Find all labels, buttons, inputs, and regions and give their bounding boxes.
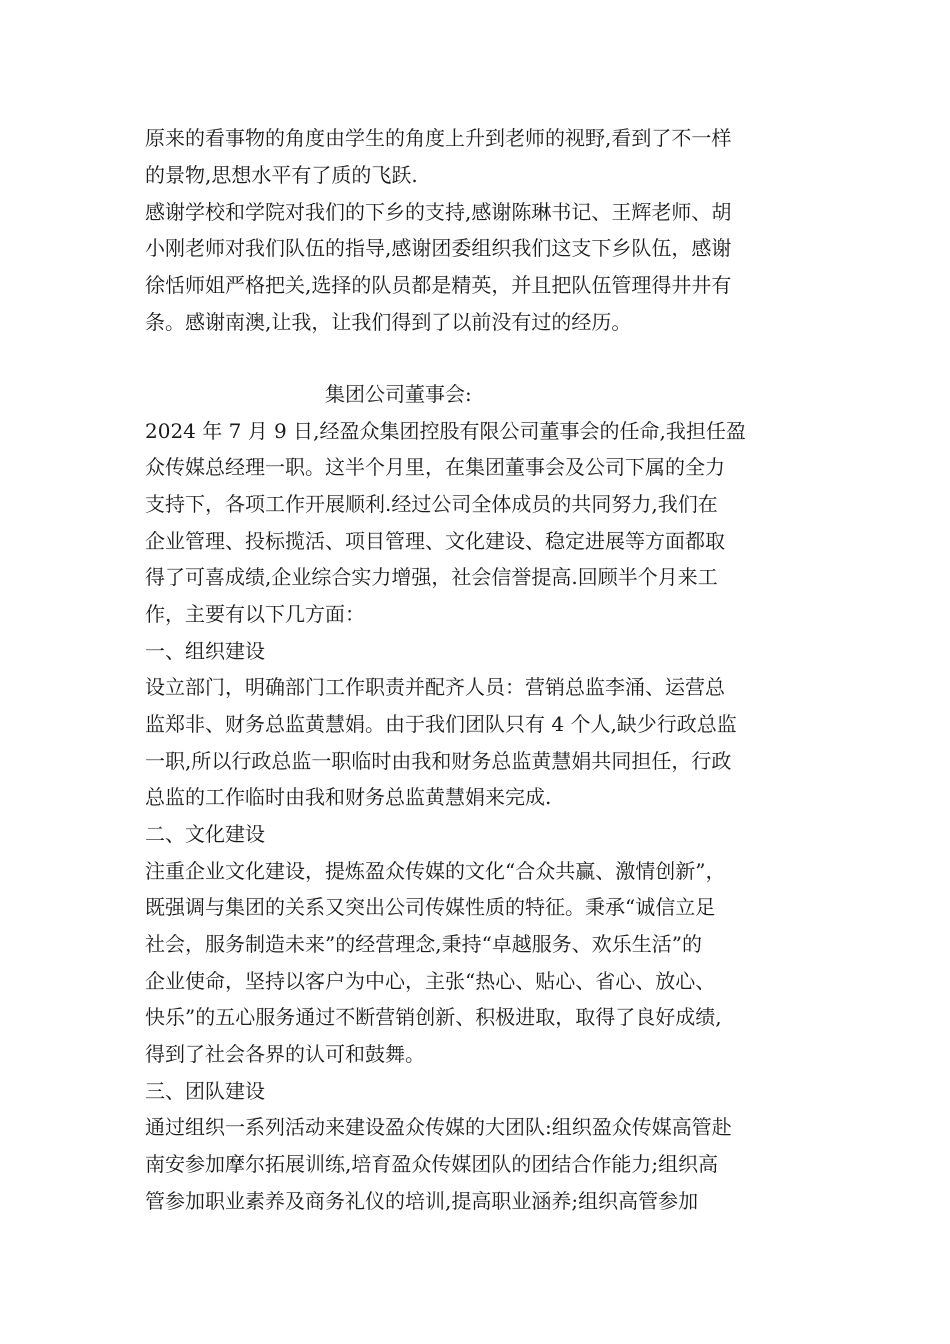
paragraph-line: 企业管理、投标揽活、项目管理、文化建设、稳定进展等方面都取 — [145, 529, 725, 553]
paragraph-line: 总监的工作临时由我和财务总监黄慧娟来完成. — [145, 785, 552, 809]
paragraph-line: 南安参加摩尔拓展训练,培育盈众传媒团队的团结合作能力;组织高 — [145, 1152, 719, 1176]
section-heading: 一、组织建设 — [145, 639, 265, 663]
paragraph-line: 的景物,思想水平有了质的飞跃. — [145, 163, 418, 187]
paragraph-line: 徐恬师姐严格把关,选择的队员都是精英，并且把队伍管理得井井有 — [145, 273, 732, 297]
section-heading: 三、团队建设 — [145, 1079, 265, 1103]
paragraph-line: 既强调与集团的关系又突出公司传媒性质的特征。秉承“诚信立足 — [145, 895, 716, 919]
paragraph-line: 监郑非、财务总监黄慧娟。由于我们团队只有 4 个人,缺少行政总监 — [145, 712, 737, 736]
section-heading: 二、文化建设 — [145, 822, 265, 846]
paragraph-line: 快乐”的五心服务通过不断营销创新、积极进取，取得了良好成绩, — [145, 1005, 722, 1029]
paragraph-line: 设立部门，明确部门工作职责并配齐人员：营销总监李涌、运营总 — [145, 675, 725, 699]
paragraph-line: 2024 年 7 月 9 日,经盈众集团控股有限公司董事会的任命,我担任盈 — [145, 419, 746, 443]
paragraph-line: 众传媒总经理一职。这半个月里，在集团董事会及公司下属的全力 — [145, 455, 725, 479]
paragraph-line: 得到了社会各界的认可和鼓舞。 — [145, 1042, 425, 1066]
paragraph-line: 条。感谢南澳,让我，让我们得到了以前没有过的经历。 — [145, 310, 632, 334]
paragraph-line: 感谢学校和学院对我们的下乡的支持,感谢陈琳书记、王辉老师、胡 — [145, 200, 732, 224]
paragraph-line: 小刚老师对我们队伍的指导,感谢团委组织我们这支下乡队伍，感谢 — [145, 236, 732, 260]
paragraph-line: 原来的看事物的角度由学生的角度上升到老师的视野,看到了不一样 — [145, 126, 732, 150]
paragraph-line: 作，主要有以下几方面： — [145, 602, 365, 626]
paragraph-line: 通过组织一系列活动来建设盈众传媒的大团队:组织盈众传媒高管赴 — [145, 1115, 732, 1139]
paragraph-line: 社会，服务制造未来”的经营理念,秉持“卓越服务、欢乐生活”的 — [145, 932, 703, 956]
paragraph-line: 一职,所以行政总监一职临时由我和财务总监黄慧娟共同担任，行政 — [145, 749, 732, 773]
paragraph-line: 企业使命，坚持以客户为中心，主张“热心、贴心、省心、放心、 — [145, 969, 716, 993]
paragraph-line: 管参加职业素养及商务礼仪的培训,提高职业涵养;组织高管参加 — [145, 1189, 699, 1213]
paragraph-line: 注重企业文化建设，提炼盈众传媒的文化“合众共赢、激情创新”， — [145, 859, 726, 883]
paragraph-line: 得了可喜成绩,企业综合实力增强，社会信誉提高.回顾半个月来工 — [145, 565, 718, 589]
letter-salutation: 集团公司董事会: — [325, 382, 472, 406]
paragraph-line: 支持下，各项工作开展顺利.经过公司全体成员的共同努力,我们在 — [145, 492, 718, 516]
